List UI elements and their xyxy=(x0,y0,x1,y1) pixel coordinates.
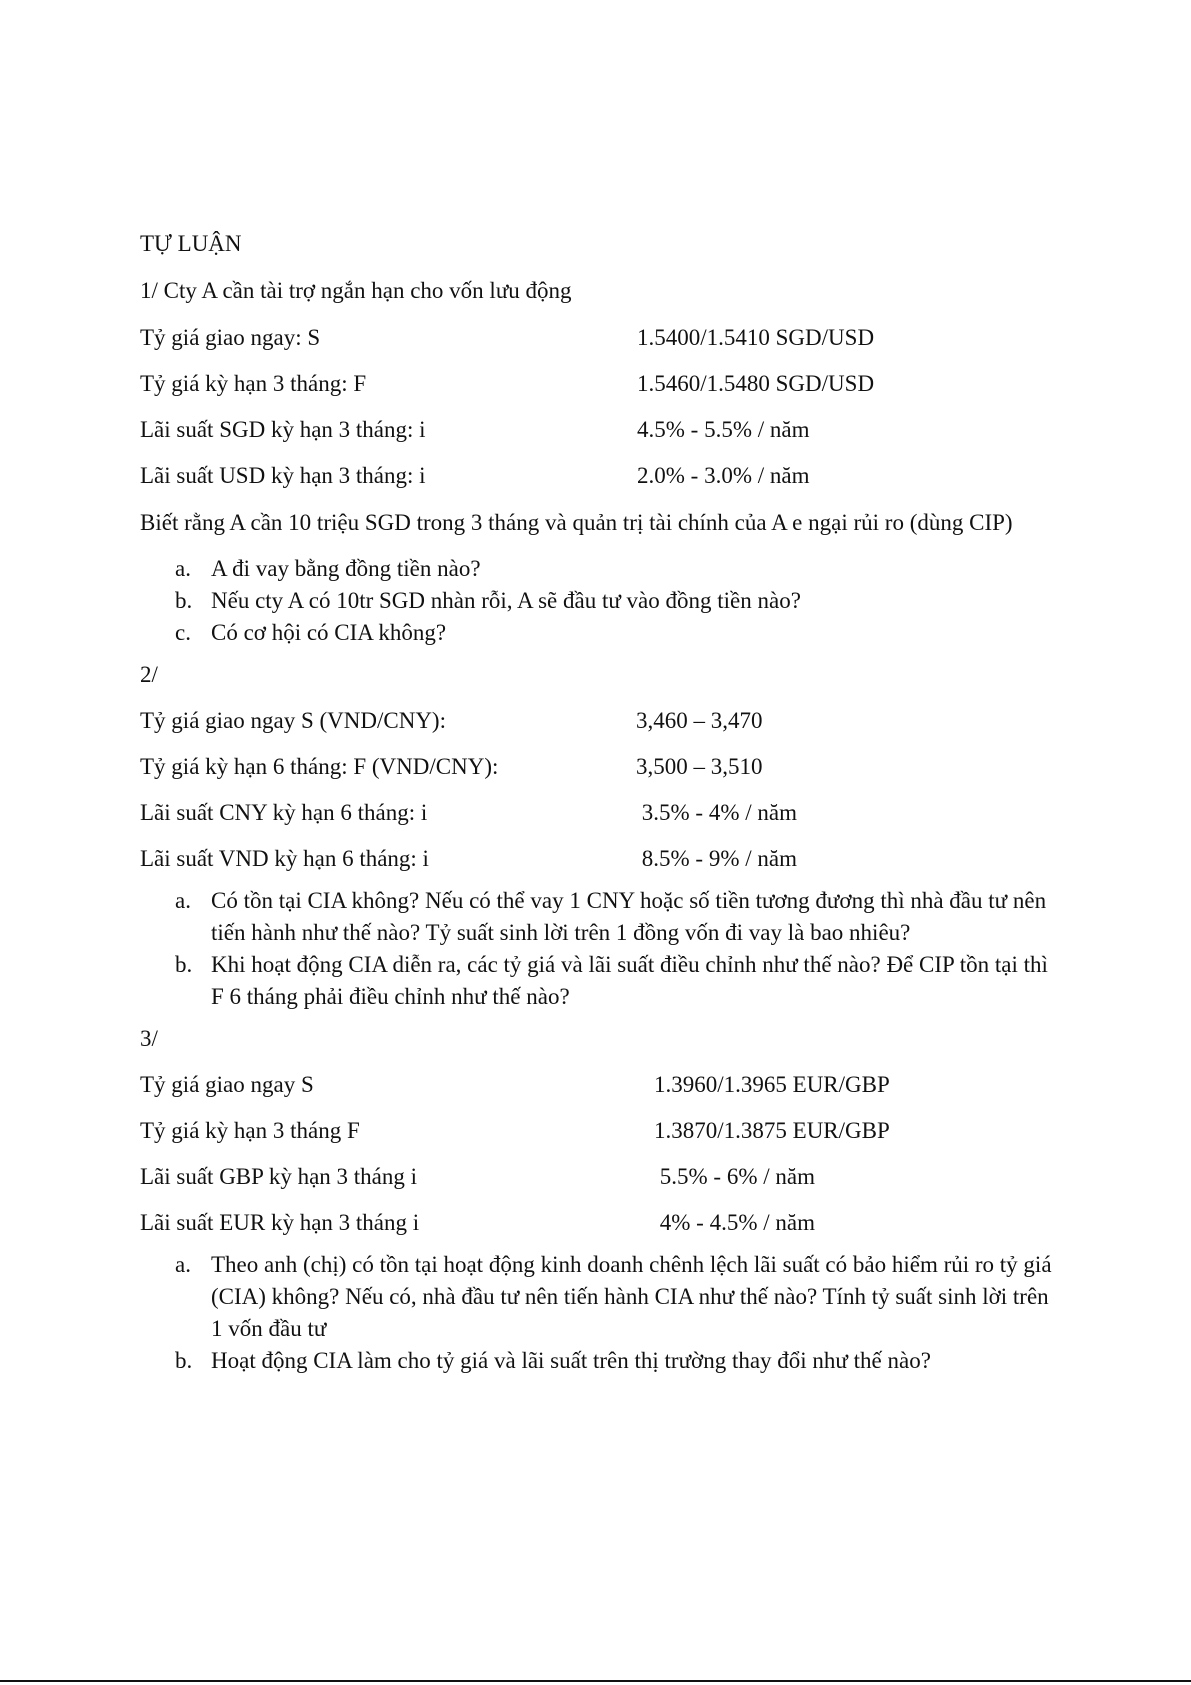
q1-row-label: Tỷ giá giao ngay: S xyxy=(140,325,321,350)
list-text: Có cơ hội có CIA không? xyxy=(211,620,447,645)
q2-row xyxy=(140,797,1060,843)
list-text: Khi hoạt động CIA diễn ra, các tỷ giá và lãi suất điều chỉnh như thế nào? Để CIP tồn tại thì F 6 tháng phải điều chỉnh như thế nào? xyxy=(211,952,1048,1009)
list-item xyxy=(140,553,1060,585)
q3-row xyxy=(140,1161,1060,1207)
q1-description: Biết rằng A cần 10 triệu SGD trong 3 tháng và quản trị tài chính của A e ngại rủi ro (dùng CIP) xyxy=(140,510,1013,535)
q1-row-label: Tỷ giá kỳ hạn 3 tháng: F xyxy=(140,371,367,396)
q2-row-label: Tỷ giá kỳ hạn 6 tháng: F (VND/CNY): xyxy=(140,754,499,779)
list-item xyxy=(140,1249,1060,1345)
list-text: Theo anh (chị) có tồn tại hoạt động kinh doanh chênh lệch lãi suất có bảo hiểm rủi ro tỷ giá (CIA) không? Nếu có, nhà đầu tư nên tiến hành CIA như thế nào? Tính tỷ suất sinh lời trên 1 vốn đầu tư xyxy=(211,1252,1052,1341)
q2-row-label: Tỷ giá giao ngay S (VND/CNY): xyxy=(140,708,446,733)
q3-row xyxy=(140,1207,1060,1253)
q1-row-value: 2.0% - 3.0% / năm xyxy=(637,463,810,488)
list-marker: b. xyxy=(175,952,193,977)
q3-row-label: Tỷ giá giao ngay S xyxy=(140,1072,314,1097)
q1-row xyxy=(140,414,1060,460)
q3-row xyxy=(140,1069,1060,1115)
q1-question-list xyxy=(140,553,1060,649)
list-item xyxy=(140,885,1060,949)
q1-row xyxy=(140,368,1060,414)
q3-row-value: 1.3870/1.3875 EUR/GBP xyxy=(654,1118,890,1143)
q3-row xyxy=(140,1115,1060,1161)
list-marker: c. xyxy=(175,620,191,645)
q3-row-label: Lãi suất GBP kỳ hạn 3 tháng i xyxy=(140,1164,418,1189)
q2-number: 2/ xyxy=(140,662,158,687)
list-marker: b. xyxy=(175,1348,193,1373)
q2-row-value: 3,460 – 3,470 xyxy=(636,708,763,733)
document-title: TỰ LUẬN xyxy=(140,231,242,256)
q2-row-value: 8.5% - 9% / năm xyxy=(636,846,797,871)
list-text: Nếu cty A có 10tr SGD nhàn rỗi, A sẽ đầu tư vào đồng tiền nào? xyxy=(211,588,801,613)
q1-row xyxy=(140,322,1060,368)
list-item xyxy=(140,585,1060,617)
q1-row xyxy=(140,460,1060,506)
list-marker: a. xyxy=(175,888,191,913)
page-bottom-rule xyxy=(0,1680,1191,1682)
list-marker: a. xyxy=(175,556,191,581)
q1-row-label: Lãi suất SGD kỳ hạn 3 tháng: i xyxy=(140,417,426,442)
q2-rate-table xyxy=(140,705,1060,889)
q2-row xyxy=(140,843,1060,889)
q1-row-value: 1.5400/1.5410 SGD/USD xyxy=(637,325,875,350)
q2-question-list xyxy=(140,885,1060,1013)
document-page xyxy=(140,228,1060,1387)
q1-row-label: Lãi suất USD kỳ hạn 3 tháng: i xyxy=(140,463,426,488)
list-marker: a. xyxy=(175,1252,191,1277)
q3-number: 3/ xyxy=(140,1026,158,1051)
q2-row xyxy=(140,705,1060,751)
q1-intro: 1/ Cty A cần tài trợ ngắn hạn cho vốn lưu động xyxy=(140,278,572,303)
list-text: Có tồn tại CIA không? Nếu có thể vay 1 CNY hoặc số tiền tương đương thì nhà đầu tư nên tiến hành như thế nào? Tỷ suất sinh lời trên 1 đồng vốn đi vay là bao nhiêu? xyxy=(211,888,1047,945)
list-item xyxy=(140,1345,1060,1377)
q3-row-label: Lãi suất EUR kỳ hạn 3 tháng i xyxy=(140,1210,420,1235)
q3-row-value: 5.5% - 6% / năm xyxy=(654,1164,815,1189)
list-marker: b. xyxy=(175,588,193,613)
q3-row-value: 4% - 4.5% / năm xyxy=(654,1210,815,1235)
q1-row-value: 4.5% - 5.5% / năm xyxy=(637,417,810,442)
q3-question-list xyxy=(140,1249,1060,1377)
list-text: Hoạt động CIA làm cho tỷ giá và lãi suất trên thị trường thay đổi như thế nào? xyxy=(211,1348,931,1373)
q2-row-value: 3,500 – 3,510 xyxy=(636,754,763,779)
list-item xyxy=(140,617,1060,649)
list-item xyxy=(140,949,1060,1013)
q2-row-label: Lãi suất VND kỳ hạn 6 tháng: i xyxy=(140,846,429,871)
q2-row-value: 3.5% - 4% / năm xyxy=(636,800,797,825)
q3-rate-table xyxy=(140,1069,1060,1253)
q3-row-label: Tỷ giá kỳ hạn 3 tháng F xyxy=(140,1118,360,1143)
q3-row-value: 1.3960/1.3965 EUR/GBP xyxy=(654,1072,890,1097)
q2-row-label: Lãi suất CNY kỳ hạn 6 tháng: i xyxy=(140,800,428,825)
list-text: A đi vay bằng đồng tiền nào? xyxy=(211,556,481,581)
q1-row-value: 1.5460/1.5480 SGD/USD xyxy=(637,371,875,396)
q2-row xyxy=(140,751,1060,797)
q1-rate-table xyxy=(140,322,1060,506)
